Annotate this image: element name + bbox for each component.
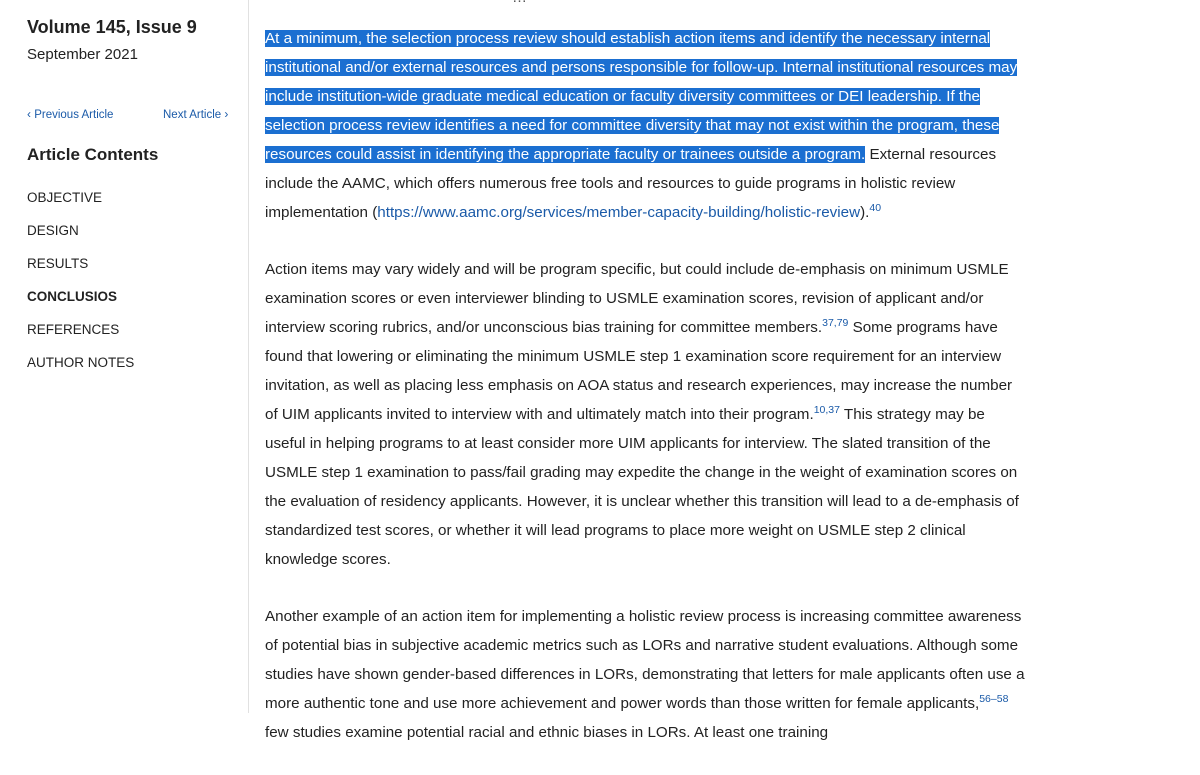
aamc-holistic-review-link[interactable]: https://www.aamc.org/services/member-capacity-building/holistic-review — [377, 204, 861, 221]
toc-item-author-notes[interactable]: AUTHOR NOTES — [27, 355, 135, 370]
volume-issue-title[interactable]: Volume 145, Issue 9 — [27, 17, 197, 37]
toc-item-design[interactable]: DESIGN — [27, 223, 79, 238]
paragraph — [265, 255, 1025, 574]
paragraph-text: This strategy may be useful in helping programs to at least consider more UIM applicants for interview. The slated transition of the USMLE step 1 examination to pass/fail grading may expedite the change in the weight of examination scores on the evaluation of residency applicants. However, it is unclear whether this transition will lead to a de-emphasis of standardized test scores, or whether it will lead programs to place more weight on USMLE step 2 clinical knowledge scores. — [265, 406, 1019, 568]
reference-citation[interactable] — [869, 202, 881, 214]
paragraph-text: few studies examine potential racial and ethnic biases in LORs. At least one training — [265, 724, 829, 741]
paragraph-text: ). — [860, 204, 870, 221]
paragraph-text: Action items may vary widely and will be program specific, but could include de-emphasis on minimum USMLE examination scores or even interviewer blinding to USMLE examination scores, revision of applicant and/or interview scoring rubrics, and/or unconscious bias training for committee members. — [265, 261, 1009, 336]
next-article-label: Next Article — [163, 109, 222, 121]
paragraph-text: Some programs have found that lowering or eliminating the minimum USMLE step 1 examination score requirement for an interview invitation, as well as placing less emphasis on AOA status and research experiences, may increase the number of UIM applicants invited to interview with and ultimately match into their program. — [265, 319, 1013, 423]
article-contents-heading: Article Contents — [27, 145, 159, 164]
reference-citation[interactable] — [822, 317, 848, 329]
reference-citation[interactable] — [814, 404, 840, 416]
reference-link[interactable]: 40 — [869, 201, 882, 214]
reference-link[interactable]: 56–58 — [979, 692, 1009, 705]
paragraph — [265, 24, 1025, 227]
reference-link[interactable]: 37,79 — [822, 316, 849, 329]
toc-item-objective[interactable]: OBJECTIVE — [27, 190, 103, 205]
issue-date: September 2021 — [27, 46, 138, 63]
chevron-left-icon: ‹ — [27, 107, 31, 121]
article-contents-list — [27, 189, 134, 387]
previous-article-label: Previous Article — [34, 109, 114, 121]
toc-item-results[interactable]: RESULTS — [27, 256, 89, 271]
next-article-link[interactable] — [163, 107, 228, 121]
reference-citation[interactable] — [979, 693, 1008, 705]
paragraph-text: Another example of an action item for implementing a holistic review process is increasing committee awareness of potential bias in subjective academic metrics such as LORs and narrative student evaluations. Although some studies have shown gender-based differences in LORs, demonstrating that letters for male applicants often use a more authentic tone and use more achievement and power words than those written for female applicants, — [265, 608, 1025, 712]
article-sidebar — [0, 0, 249, 713]
clipped-text-fragment — [512, 0, 527, 6]
article-body — [265, 24, 1025, 775]
chevron-right-icon: › — [224, 107, 229, 121]
paragraph-text: External resources include the AAMC, which offers numerous free tools and resources to guide programs in holistic review implementation ( — [265, 146, 997, 221]
toc-item-references[interactable]: REFERENCES — [27, 322, 120, 337]
reference-link[interactable]: 10,37 — [813, 403, 840, 416]
selected-text[interactable]: At a minimum, the selection process review should establish action items and identify the necessary internal institutional and/or external resources and persons responsible for follow-up. Internal institutional resources may include institution-wide graduate medical education or faculty diversity committees or DEI leadership. If the selection process review identifies a need for committee diversity that may not exist within the program, these resources could assist in identifying the appropriate faculty or trainees outside a program. — [265, 30, 1018, 163]
toc-item-conclusios[interactable]: CONCLUSIOS — [27, 289, 118, 304]
previous-article-link[interactable] — [27, 107, 113, 121]
paragraph — [265, 602, 1025, 747]
